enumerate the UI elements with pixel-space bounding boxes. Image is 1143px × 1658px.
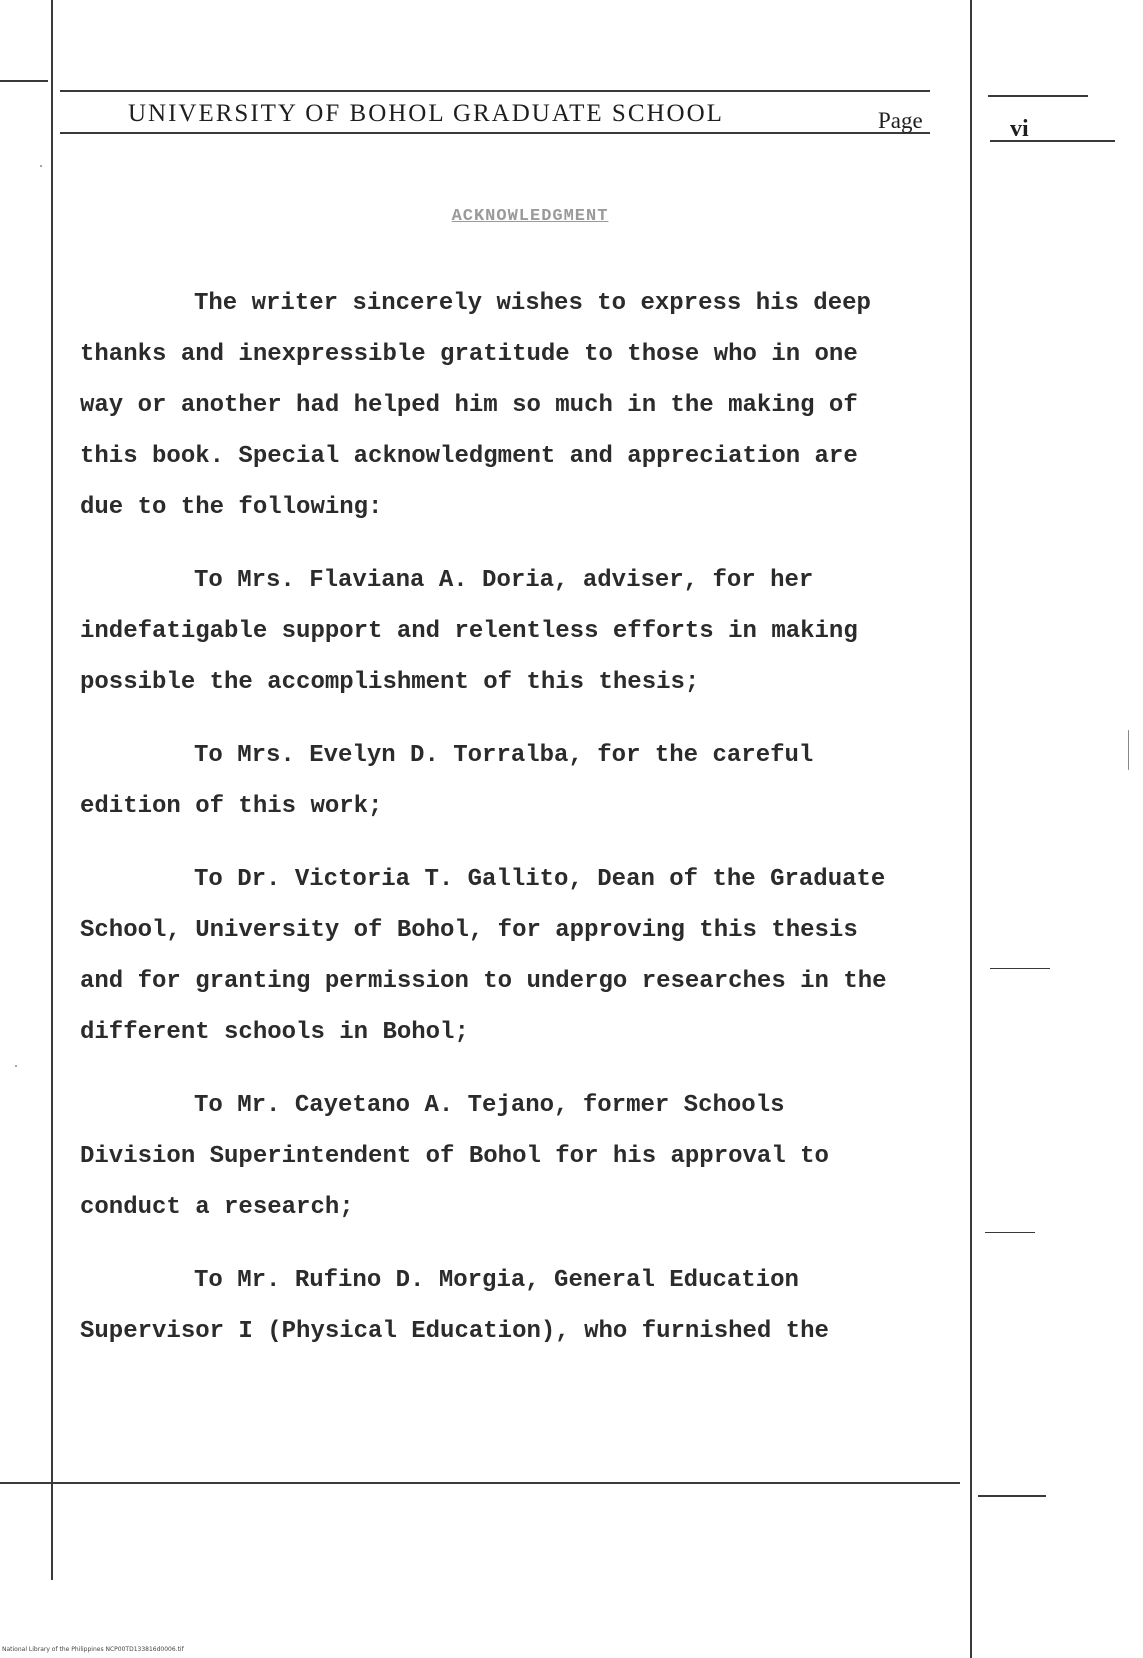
paragraph	[80, 730, 960, 832]
text-line: possible the accomplishment of this thesis;	[80, 669, 700, 696]
bottom-rule	[0, 1482, 960, 1484]
text-line: To Dr. Victoria T. Gallito, Dean of the Graduate	[194, 866, 886, 893]
margin-mark-1	[990, 968, 1050, 969]
text-line: edition of this work;	[80, 793, 383, 820]
header-top-rule	[60, 90, 930, 92]
text-line: Supervisor I (Physical Education), who furnished the	[80, 1318, 829, 1345]
paragraph	[80, 278, 960, 533]
header-bottom-rule-right	[990, 140, 1115, 142]
scan-footer: National Library of the Philippines NCP00TD133816d0006.tif	[2, 1646, 184, 1653]
text-line: this book. Special acknowledgment and appreciation are	[80, 443, 858, 470]
text-line: To Mr. Cayetano A. Tejano, former Schools	[194, 1092, 785, 1119]
text-line: To Mr. Rufino D. Morgia, General Education	[194, 1267, 799, 1294]
text-line: conduct a research;	[80, 1194, 354, 1221]
header-bottom-rule	[60, 132, 930, 134]
text-line: thanks and inexpressible gratitude to those who in one	[80, 341, 858, 368]
section-heading: ACKNOWLEDGMENT	[451, 207, 609, 226]
text-line: Division Superintendent of Bohol for his approval to	[80, 1143, 829, 1170]
top-rule-left	[0, 80, 48, 82]
bottom-rule-right	[978, 1495, 1046, 1497]
text-line: different schools in Bohol;	[80, 1019, 469, 1046]
scan-speck	[1128, 730, 1129, 770]
margin-mark-2	[985, 1232, 1035, 1233]
paragraph	[80, 854, 960, 1058]
paragraph	[80, 1255, 960, 1357]
scan-speck	[15, 1065, 17, 1067]
text-line: indefatigable support and relentless efforts in making	[80, 618, 858, 645]
acknowledgment-body	[80, 278, 960, 1379]
scan-speck	[40, 165, 42, 167]
header-top-rule-right	[988, 95, 1088, 97]
text-line: To Mrs. Evelyn D. Torralba, for the careful	[194, 742, 814, 769]
paragraph	[80, 555, 960, 708]
text-line: and for granting permission to undergo researches in the	[80, 968, 887, 995]
text-line: The writer sincerely wishes to express his deep	[194, 290, 871, 317]
paragraph	[80, 1080, 960, 1233]
header-title: UNIVERSITY OF BOHOL GRADUATE SCHOOL	[128, 100, 724, 127]
page-label: Page	[878, 108, 923, 133]
left-margin-line	[51, 0, 53, 1580]
text-line: School, University of Bohol, for approving this thesis	[80, 917, 858, 944]
text-line: To Mrs. Flaviana A. Doria, adviser, for her	[194, 567, 814, 594]
text-line: way or another had helped him so much in the making of	[80, 392, 858, 419]
page-number: vi	[1010, 116, 1029, 142]
text-line: due to the following:	[80, 494, 383, 521]
right-margin-line	[970, 0, 972, 1658]
